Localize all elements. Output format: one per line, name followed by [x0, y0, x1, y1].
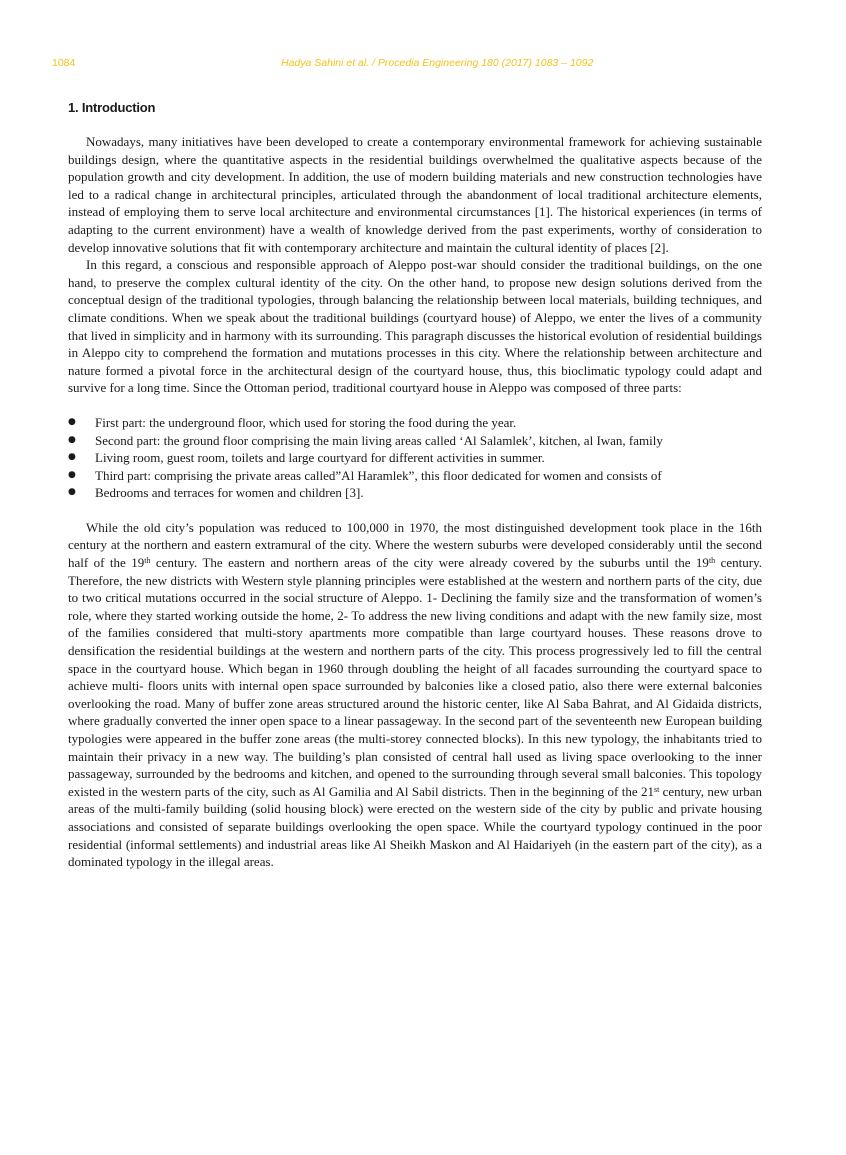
bullet-text: Second part: the ground floor comprising the main living areas called ‘Al Salamlek’, kitchen, al Iwan, family	[95, 432, 663, 448]
section-heading: 1. Introduction	[68, 100, 156, 115]
bullet-text: Bedrooms and terraces for women and children [3].	[95, 485, 364, 501]
bullet-icon: ●	[68, 469, 76, 480]
bullet-item	[68, 432, 762, 450]
bullet-list	[68, 414, 762, 502]
journal-citation: Hadya Sahini et al. / Procedia Engineering 180 (2017) 1083 – 1092	[281, 57, 594, 69]
paragraph-3-text: century. The eastern and northern areas of the city were already covered by the suburbs until the 19	[150, 555, 709, 571]
bullet-text: First part: the underground floor, which used for storing the food during the year.	[95, 414, 517, 430]
superscript: st	[653, 784, 660, 794]
bullet-icon: ●	[68, 434, 76, 445]
running-header	[52, 57, 762, 73]
superscript: th	[144, 556, 151, 566]
bullet-icon: ●	[68, 452, 76, 463]
bullet-item	[68, 414, 762, 432]
page-number: 1084	[52, 57, 76, 69]
paragraph-2: In this regard, a conscious and responsible approach of Aleppo post-war should consider the traditional buildings, on the one hand, to preserve the complex cultural identity of the city. On the other hand, to propose new design solutions derived from the conceptual design of the traditional typologies, through balancing the relationship between local materials, building techniques, and climate conditions. When we speak about the traditional buildings (courtyard house) of Aleppo, we enter the lives of a community that lived in simplicity and in harmony with its surrounding. This paragraph discusses the historical evolution of residential buildings in Aleppo city to comprehend the formation and mutations processes in this city. Where the relationship between architecture and nature formed a pivotal force in the architectural design of the courtyard house, thus, this bioclimatic typology could adapt and survive for a long time. Since the Ottoman period, traditional courtyard house in Aleppo was composed of three parts:	[68, 257, 762, 396]
paragraph-3-text: While the old city’s population was reduced to 100,000 in 1970, the most distinguished development took place in the 16th century at the northern and eastern extramural of the city. Where the western suburbs were developed considerably until the second half of the 19	[68, 519, 762, 571]
paragraph-3-text: century. Therefore, the new districts with Western style planning principles were established at the western and northern parts of the city, due to two critical mutations occurred in the social structure of Aleppo. 1- Declining the family size and the transformation of women’s role, where they started working outside the home, 2- To address the new living conditions and adapt with the new family size, most of the families considered that multi-story apartments more compatible than large courtyard houses. These reasons drove to densification the residential buildings at the western and northern parts of the city. This process progressively led to fill the central space in the courtyard house. Which began in 1960 through doubling the height of all facades surrounding the courtyard space to achieve multi- floors units with internal open space surrounded by balconies like a closed patio, also there were external balconies overlooking the road. Many of buffer zone areas structured around the historic center, like Al Saba Bahrat, and Al Gidaida districts, where gradually converted the inner open space to a linear passageway. In the second part of the seventeenth new European building typologies were appeared in the buffer zone areas (the multi-storey connected blocks). In this new typology, the inhabitants tried to maintain their privacy in a new way. The building’s plan consisted of central hall used as living space overlooking to the inner passageway, surrounded by the bedrooms and kitchen, and opened to the surrounding through several small balconies. This topology existed in the western parts of the city, such as Al Gamilia and Al Sabil districts. Then in the beginning of the 21	[68, 555, 762, 799]
bullet-text: Living room, guest room, toilets and large courtyard for different activities in summer.	[95, 450, 545, 466]
bullet-icon: ●	[68, 416, 76, 427]
bullet-item	[68, 484, 762, 502]
bullet-icon: ●	[68, 487, 76, 498]
bullet-item	[68, 467, 762, 485]
paragraph-3-text: century, new urban areas of the multi-family building (solid housing block) were erected on the western side of the city by public and private housing associations and consisted of separate buildings overlooking the open space. While the courtyard typology continued in the poor residential (informal settlements) and industrial areas like Al Sheikh Maskon and Al Haidariyeh (in the eastern part of the city), as a dominated typology in the illegal areas.	[68, 783, 762, 870]
article-body	[68, 100, 762, 871]
paragraph-1: Nowadays, many initiatives have been developed to create a contemporary environmental framework for achieving sustainable buildings design, where the quantitative aspects in the residential buildings overwhelmed the qualitative aspects because of the population growth and city development. In addition, the use of modern building materials and new construction technologies have led to a radical change in architectural principles, articulated through the abandonment of local traditional architecture elements, instead of employing them to serve local architecture and environmental circumstances [1]. The historical experiences (in terms of adapting to the current environment) have a wealth of knowledge derived from the past experiments, worthy of consideration to develop innovative solutions that fit with contemporary architecture and maintain the cultural identity of places [2].	[68, 134, 762, 255]
superscript: th	[708, 556, 716, 566]
bullet-text: Third part: comprising the private areas called”Al Haramlek”, this floor dedicated for women and consists of	[95, 467, 662, 483]
bullet-item	[68, 449, 762, 467]
paragraph-3	[68, 519, 762, 871]
